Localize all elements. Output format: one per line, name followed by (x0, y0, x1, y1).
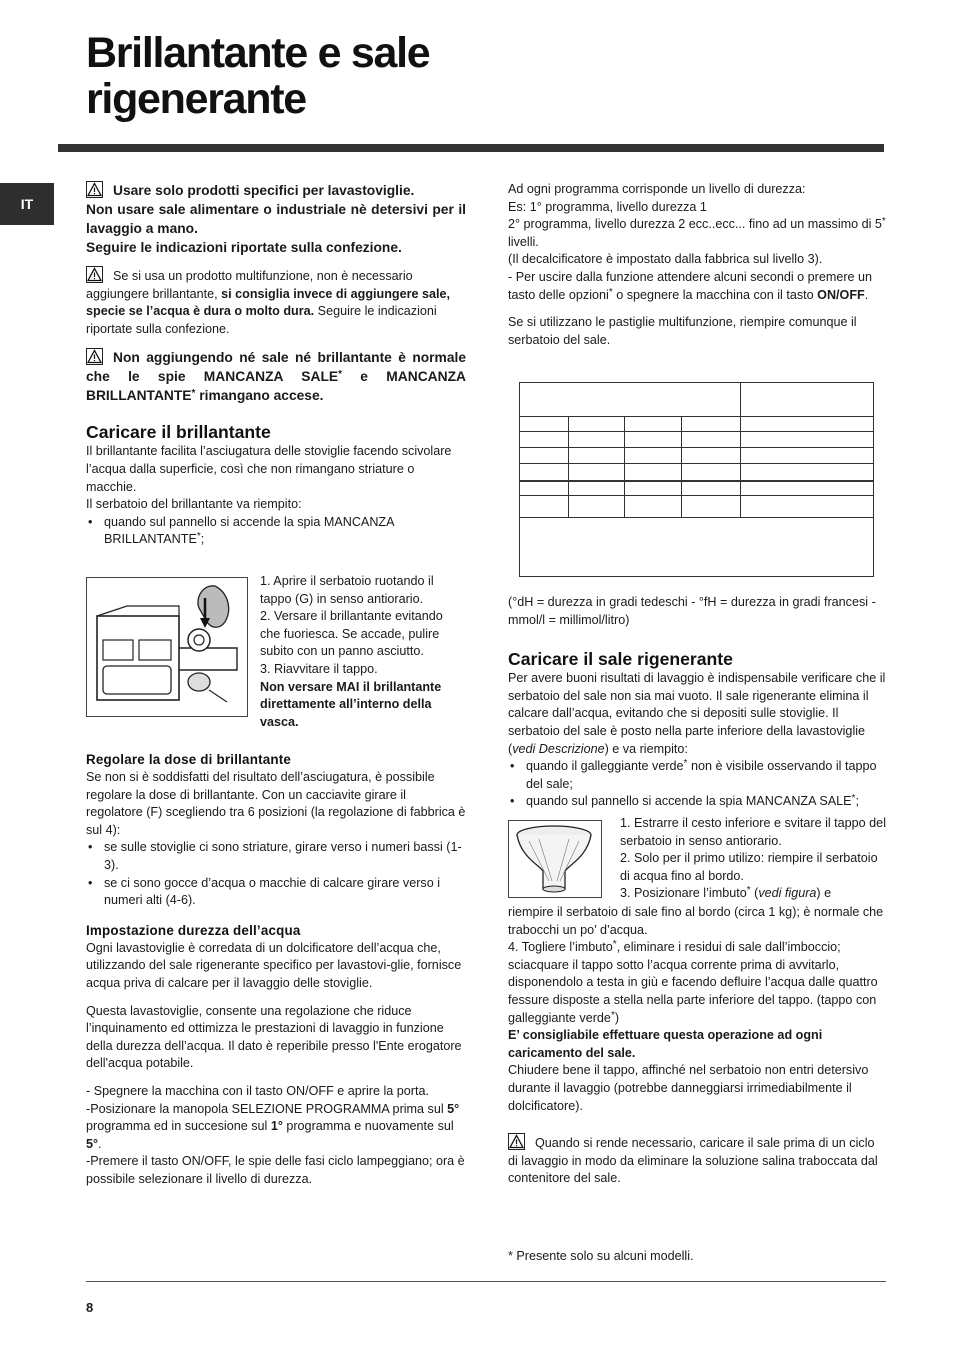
hardness-units-note: (°dH = durezza in gradi tedeschi - °fH = durezza in gradi francesi - mmol/l = millimol/litro) (508, 595, 876, 627)
page-title (86, 30, 429, 122)
rinse-aid-dispenser-figure (86, 577, 248, 717)
footnote: * Presente solo su alcuni modelli. (508, 1249, 694, 1263)
hardness-step-press: -Premere il tasto ON/OFF, le spie delle fasi ciclo lampeggiano; ora è possibile selezionare il livello di durezza. (86, 1154, 465, 1186)
warning-multifunction: Se si usa un prodotto multifunzione, non è necessario aggiungere brillantante, si consiglia invece di aggiungere sale, specie se l’acqua è dura o molto dura. Seguire le indicazioni riportate sulla confezione. (86, 266, 466, 338)
heading-salt: Caricare il sale rigenerante (508, 649, 733, 670)
salt-list (508, 758, 886, 811)
title-line-1: Brillantante e sale (86, 29, 430, 77)
title-rule (58, 144, 884, 152)
list-item: • quando il galleggiante verde* non è visibile osservando il tappo del sale; (508, 758, 886, 793)
salt-intro: Per avere buoni risultati di lavaggio è indispensabile verificare che il serbatoio del sale non sia mai vuoto. Il sale rigenerante elimina il calcare dall’acqua, evitando che si depositi sulle stoviglie. Il serbatoio del sale è posto nella parte inferiore della lavastoviglie (vedi Descrizione) e va riempito: (508, 671, 886, 756)
language-tab: IT (0, 183, 54, 225)
right-column (508, 181, 886, 349)
multifunction-tablets-text: Se si utilizzano le pastiglie multifunzione, riempire comunque il serbatoio del sale. (508, 315, 857, 347)
warning-icon (508, 1133, 525, 1150)
warning-indicator-lights: Non aggiungendo né sale né brillantante è normale che le spie MANCANZA SALE* e MANCANZA BRILLANTANTE* rimangano accese. (86, 350, 466, 404)
adjust-dose-list (86, 839, 466, 909)
heading-water-hardness: Impostazione durezza dell’acqua (86, 922, 301, 938)
hardness-levels-text: Ad ogni programma corrisponde un livello di durezza: Es: 1° programma, livello durezza 1 2° programma, livello durezza 2 ecc..ecc... fino ad un massimo di 5* livelli. (Il decalcificatore è impostato dalla fabbrica sul livello 3). - Per uscire dalla funzione attendere alcuni secondi o premere un tasto delle opzioni* o spegnere la macchina con il tasto ON/OFF. (508, 182, 886, 302)
heading-rinse-aid: Caricare il brillantante (86, 422, 271, 443)
hardness-text-1: Ogni lavastoviglie è corredata di un dolcificatore dell’acqua che, utilizzando del sale rigenerante specifico per lavastovi-glie, fornisce acqua priva di calcare per il lavaggio delle stoviglie. (86, 940, 462, 990)
salt-steps-figure-side (620, 815, 886, 903)
warning-icon (86, 181, 103, 198)
salt-step-4: 4. Togliere l’imbuto*, eliminare i residui di sale dall’imboccio; sciacquare il tappo sotto l’acqua corrente prima di avvitarlo, disponendolo a testa in giù e facendo defluire l’acqua dalle quattro fessure disposte a stella nella parte inferiore del tappo. (tappo con galleggiante verde*) (508, 939, 878, 1025)
salt-close-cap: Chiudere bene il tappo, affinché nel serbatoio non entri detersivo durante il lavaggio (potrebbe danneggiarsi irrimediabilmente il dolcificatore). (508, 1063, 869, 1113)
rinse-aid-list (86, 514, 466, 549)
heading-adjust-dose: Regolare la dose di brillantante (86, 752, 292, 767)
salt-recommendation: E’ consigliabile effettuare questa operazione ad ogni caricamento del sale. (508, 1028, 823, 1060)
footer-rule (86, 1281, 886, 1282)
rinse-aid-intro: Il brillantante facilita l’asciugatura delle stoviglie facendo scivolare l’acqua dalla superficie, così che non rimangano striature o macchie. (86, 444, 452, 494)
rinse-aid-steps (260, 573, 466, 731)
salt-step-2: 2. Solo per il primo utilizo: riempire il serbatoio di acqua fino al bordo. (620, 851, 878, 883)
hardness-table (519, 382, 874, 577)
left-column (86, 181, 466, 549)
adjust-dose-text: Se non si è soddisfatti del risultato dell’asciugatura, è possibile regolare la dose di brillantante. Con un cacciavite girare il regolatore (F) scegliendo tra 6 posizioni (la regolazione di fabbrica è sul 4): (86, 770, 466, 837)
hardness-step-off: - Spegnere la macchina con il tasto ON/OFF e aprire la porta. (86, 1083, 429, 1098)
salt-step-3-continued: riempire il serbatoio di sale fino al bordo (circa 1 kg); è normale che trabocchi un po’ d’acqua. (508, 905, 884, 937)
right-column-mid (508, 594, 886, 811)
warning-products: Usare solo prodotti specifici per lavastoviglie. Non usare sale alimentare o industriale nè detersivi per il lavaggio a mano. Seguire le indicazioni riportate sulla confezione. (86, 183, 466, 255)
salt-funnel-figure (508, 820, 602, 898)
page-number: 8 (86, 1300, 94, 1315)
rinse-aid-when: Il serbatoio del brillantante va riempito: (86, 497, 302, 512)
salt-step-3: 3. Posizionare l’imbuto* (vedi figura) e (620, 885, 832, 901)
list-item: • quando sul pannello si accende la spia MANCANZA BRILLANTANTE*; (86, 514, 466, 549)
left-column-lower (86, 751, 466, 1188)
warning-icon (86, 348, 103, 365)
right-column-lower (508, 904, 886, 1188)
step-1: 1. Aprire il serbatoio ruotando il tappo (G) in senso antiorario. (260, 574, 434, 606)
list-item: • se ci sono gocce d’acqua o macchie di calcare girare verso i numeri alti (4-6). (86, 875, 466, 910)
rinse-aid-warning: Non versare MAI il brillantante direttamente all’interno della vasca. (260, 679, 442, 729)
hardness-text-2: Questa lavastoviglie, consente una regolazione che riduce l’inquinamento ed ottimizza le prestazioni di lavaggio in funzione della durezza dell’acqua. Il dato è reperibile presso l'Ente erogatore dell'acqua potabile. (86, 1003, 462, 1071)
warning-icon (86, 266, 103, 283)
salt-warning: Quando si rende necessario, caricare il sale prima di un ciclo di lavaggio in modo da eliminare la soluzione salina traboccata dal contenitore del sale. (508, 1133, 886, 1188)
list-item: • quando sul pannello si accende la spia MANCANZA SALE*; (508, 793, 886, 811)
salt-step-1: 1. Estrarre il cesto inferiore e svitare il tappo del serbatoio in senso antiorario. (620, 816, 886, 848)
list-item: • se sulle stoviglie ci sono striature, girare verso i numeri bassi (1-3). (86, 839, 466, 874)
title-line-2: rigenerante (86, 75, 306, 123)
step-2: 2. Versare il brillantante evitando che fuoriesca. Se accade, pulire subito con un panno asciutto. (260, 609, 443, 659)
step-3: 3. Riavvitare il tappo. (260, 661, 378, 676)
hardness-step-knob: -Posizionare la manopola SELEZIONE PROGRAMMA prima sul 5° programma ed in succesione sul 1° programma e nuovamente sul 5°. (86, 1101, 460, 1151)
